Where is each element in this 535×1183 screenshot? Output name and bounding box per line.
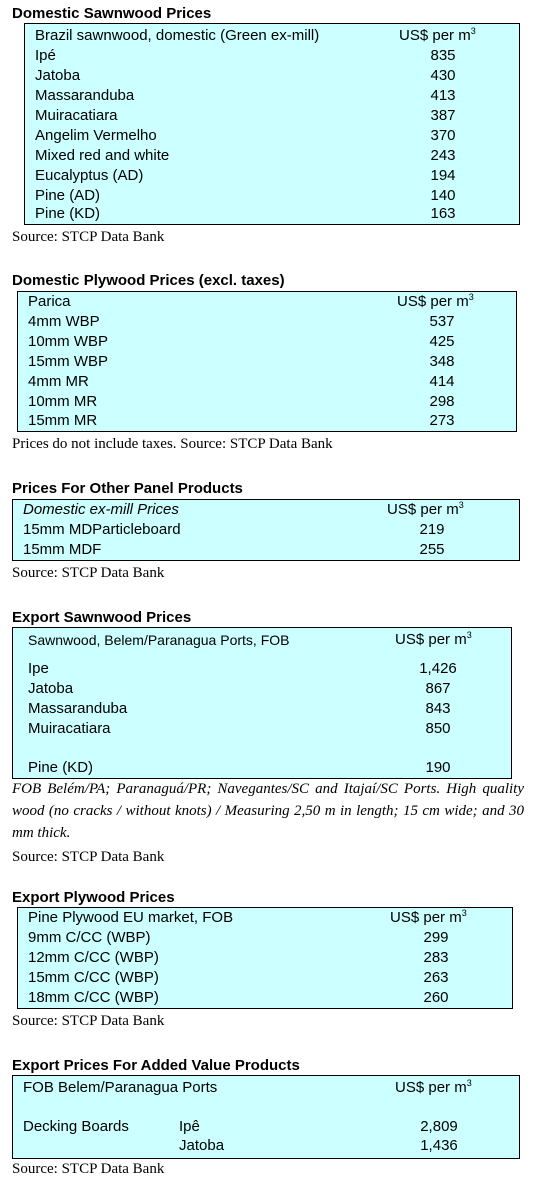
row-value: 430 <box>430 67 456 84</box>
header-unit: US$ per $m^3$ <box>395 630 472 648</box>
row-value: 273 <box>429 412 455 429</box>
row-value: 425 <box>429 333 455 350</box>
row-value: 219 <box>419 521 445 538</box>
table-row <box>13 520 519 540</box>
table-row <box>13 758 511 778</box>
source-note: Source: STCP Data Bank <box>12 229 165 245</box>
table-row <box>18 928 512 948</box>
row-label: 15mm C/CC (WBP) <box>28 969 159 986</box>
table-row <box>25 166 519 186</box>
row-label: Mixed red and white <box>35 147 170 164</box>
header-label: Parica <box>28 293 71 310</box>
row-value: 835 <box>430 47 456 64</box>
row-label: Angelim Vermelho <box>35 127 157 144</box>
table-row <box>13 679 511 699</box>
table-row <box>13 659 511 679</box>
row-label: Pine (AD) <box>35 187 101 204</box>
price-table <box>24 23 520 225</box>
section-title: Export Sawnwood Prices <box>12 609 192 626</box>
row-label: Muiracatiara <box>35 107 118 124</box>
row-value: 850 <box>425 720 451 737</box>
row-value: 348 <box>429 353 455 370</box>
table-row <box>18 988 512 1008</box>
row-value: 843 <box>425 700 451 717</box>
table-row <box>13 1136 519 1156</box>
table-row <box>18 392 516 412</box>
table-row <box>13 540 519 560</box>
table-header <box>13 500 519 520</box>
table-row <box>13 1117 519 1137</box>
price-table <box>17 291 517 432</box>
source-note: Source: STCP Data Bank <box>12 1013 165 1029</box>
row-label: 10mm MR <box>28 393 98 410</box>
section-title: Prices For Other Panel Products <box>12 480 243 497</box>
row-value: 190 <box>425 759 451 776</box>
table-row <box>25 146 519 166</box>
row-label: 4mm MR <box>28 373 89 390</box>
source-note: Source: STCP Data Bank <box>12 849 165 865</box>
source-note: Prices do not include taxes. Source: STCP Data Bank <box>12 436 333 452</box>
row-label: Massaranduba <box>28 700 128 717</box>
table-row <box>18 312 516 332</box>
row-label: 15mm MDParticleboard <box>23 521 181 538</box>
row-label: 18mm C/CC (WBP) <box>28 989 159 1006</box>
row-value: 263 <box>423 969 449 986</box>
row-value: 537 <box>429 313 455 330</box>
row-value: 414 <box>429 373 455 390</box>
footnote: FOB Belém/PA; Paranaguá/PR; Navegantes/SC and Itajaí/SC Ports. High quality wood (no cracks / without knots) / Measuring 2,50 m in length; 15 cm wide; and 30 mm thick. <box>12 781 524 841</box>
header-unit: US$ per $m^3$ <box>399 26 476 44</box>
price-table <box>12 627 512 779</box>
row-value: 298 <box>429 393 455 410</box>
row-value: 413 <box>430 87 456 104</box>
table-row <box>25 46 519 66</box>
row-label: 9mm C/CC (WBP) <box>28 929 151 946</box>
table-row <box>18 372 516 392</box>
row-label: Muiracatiara <box>28 720 111 737</box>
row-label: Ipé <box>35 47 56 64</box>
table-row <box>18 352 516 372</box>
row-value: 283 <box>423 949 449 966</box>
table-row <box>18 332 516 352</box>
price-table <box>12 1075 520 1159</box>
row-value: 387 <box>430 107 456 124</box>
row-label: 12mm C/CC (WBP) <box>28 949 159 966</box>
row-label: Ipe <box>28 660 49 677</box>
row-value: 140 <box>430 187 456 204</box>
table-header <box>25 26 519 46</box>
header-unit: US$ per $m^3$ <box>397 292 474 310</box>
row-label: Ipê <box>179 1118 200 1135</box>
table-row <box>25 186 519 206</box>
row-label: Pine (KD) <box>35 205 101 222</box>
table-row <box>25 66 519 86</box>
section-title: Export Plywood Prices <box>12 889 175 906</box>
table-row <box>18 968 512 988</box>
row-value: 255 <box>419 541 445 558</box>
source-note: Source: STCP Data Bank <box>12 565 165 581</box>
section-title: Domestic Sawnwood Prices <box>12 5 212 22</box>
row-value: 260 <box>423 989 449 1006</box>
row-label: 4mm WBP <box>28 313 100 330</box>
source-note: Source: STCP Data Bank <box>12 1161 165 1177</box>
header-label: Domestic ex-mill Prices <box>23 501 179 518</box>
row-value: 163 <box>430 205 456 222</box>
row-label: Jatoba <box>179 1137 225 1154</box>
table-row <box>13 719 511 739</box>
row-value: 299 <box>423 929 449 946</box>
price-table <box>17 907 513 1009</box>
table-row <box>18 948 512 968</box>
table-row <box>13 699 511 719</box>
table-row <box>18 411 516 431</box>
header-unit: US$ per $m^3$ <box>387 500 464 518</box>
row-value: 370 <box>430 127 456 144</box>
section-title: Domestic Plywood Prices (excl. taxes) <box>12 272 285 289</box>
table-row <box>25 126 519 146</box>
table-header <box>18 908 512 928</box>
row-label: 10mm WBP <box>28 333 109 350</box>
header-label: Brazil sawnwood, domestic (Green ex-mill) <box>35 27 320 44</box>
group-label: Decking Boards <box>23 1118 129 1135</box>
row-label: Eucalyptus (AD) <box>35 167 144 184</box>
table-header <box>13 1078 519 1098</box>
row-value: 1,426 <box>419 660 457 677</box>
row-label: 15mm WBP <box>28 353 109 370</box>
header-label: Sawnwood, Belem/Paranagua Ports, FOB <box>28 632 290 648</box>
header-unit: US$ per $m^3$ <box>390 908 467 926</box>
table-header <box>13 630 511 650</box>
row-label: Jatoba <box>28 680 74 697</box>
header-label: Pine Plywood EU market, FOB <box>28 909 234 926</box>
row-label: Pine (KD) <box>28 759 94 776</box>
row-label: Massaranduba <box>35 87 135 104</box>
row-label: 15mm MDF <box>23 541 102 558</box>
table-row <box>25 204 519 224</box>
row-label: 15mm MR <box>28 412 98 429</box>
row-value: 867 <box>425 680 451 697</box>
section-title: Export Prices For Added Value Products <box>12 1057 300 1074</box>
header-unit: US$ per $m^3$ <box>395 1078 472 1096</box>
price-table <box>12 499 520 561</box>
row-label: Jatoba <box>35 67 81 84</box>
row-value: 1,436 <box>420 1137 458 1154</box>
row-value: 194 <box>430 167 456 184</box>
table-row <box>25 86 519 106</box>
table-row <box>25 106 519 126</box>
row-value: 243 <box>430 147 456 164</box>
header-label: FOB Belem/Paranagua Ports <box>23 1079 218 1096</box>
table-header <box>18 292 516 312</box>
row-value: 2,809 <box>420 1118 458 1135</box>
